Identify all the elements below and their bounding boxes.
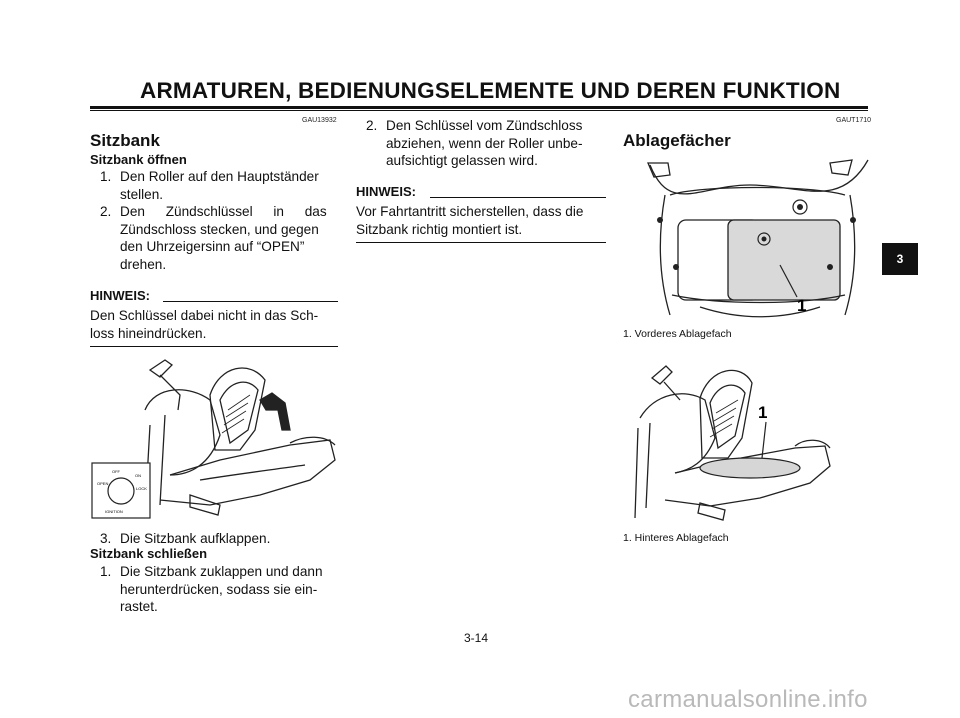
note-line-text: Vor Fahrtantritt sicherstellen, dass die: [356, 204, 584, 219]
step-number: 2.: [366, 118, 378, 133]
key-label-lock: LOCK: [136, 486, 147, 491]
callout-number-1: 1: [797, 296, 807, 315]
note-label: HINWEIS:: [90, 288, 150, 303]
step-number: 3.: [100, 531, 112, 546]
rear-storage-compartment: [700, 458, 800, 478]
section-code: GAU13932: [302, 117, 337, 124]
step-number: 2.: [100, 204, 112, 219]
step-line: den Uhrzeigersinn auf “OPEN”: [120, 239, 305, 254]
step-line: herunterdrücken, sodass sie ein-: [120, 581, 318, 597]
mirror-shape: [150, 360, 172, 377]
chapter-tab: 3: [882, 243, 918, 275]
header-rule: [90, 106, 868, 109]
chapter-title: ARMATUREN, BEDIENUNGSELEMENTE UND DEREN FUNKTION: [140, 78, 841, 103]
step-line: drehen.: [120, 256, 167, 272]
step-line: stellen.: [120, 186, 164, 202]
rear-storage-caption: 1. Hinteres Ablagefach: [623, 532, 729, 544]
note-end-rule: [90, 346, 338, 347]
subheading-open: Sitzbank öffnen: [90, 152, 187, 167]
step-line: Den Roller auf den Hauptständer: [120, 169, 319, 184]
note-line-text: Den Schlüssel dabei nicht in das Sch-: [90, 308, 319, 323]
note-label-2: HINWEIS:: [356, 184, 416, 199]
section-title-ablagefaecher: Ablagefächer: [623, 131, 731, 150]
watermark: carmanualsonline.info: [628, 686, 868, 713]
page-number: 3-14: [464, 631, 489, 645]
section-title-sitzbank: Sitzbank: [90, 131, 160, 150]
subheading-close: Sitzbank schließen: [90, 546, 208, 561]
front-storage-compartment: [728, 220, 840, 300]
step-line: Zündschloss stecken, und gegen: [120, 221, 319, 237]
step-line: aufsichtigt gelassen wird.: [386, 153, 538, 168]
ignition-switch-inset: [92, 463, 150, 518]
note-text-2: [356, 203, 611, 238]
header-rule-thin: [90, 110, 868, 111]
key-label-off: OFF: [112, 469, 120, 474]
step-line: Die Sitzbank zuklappen und dann: [120, 564, 323, 579]
note-line-text: Sitzbank richtig montiert ist.: [356, 221, 523, 237]
note-text: [90, 307, 340, 342]
note-rule-2: [430, 197, 606, 198]
arrow-icon: [260, 393, 290, 430]
step-line: rastet.: [120, 599, 158, 614]
rear-storage-illustration: [630, 358, 850, 528]
note-end-rule-2: [356, 242, 606, 243]
front-storage-illustration: [640, 155, 875, 325]
step-line: Die Sitzbank aufklappen.: [120, 531, 271, 546]
note-line-text: loss hineindrücken.: [90, 325, 207, 341]
key-label-open: OPEN: [97, 481, 109, 486]
step-line: Den Schlüssel vom Zündschloss: [386, 118, 583, 133]
note-rule: [163, 301, 338, 302]
seat-opening-illustration: [90, 355, 340, 525]
step-line: abziehen, wenn der Roller unbe-: [386, 135, 583, 151]
callout-number-1: 1: [758, 403, 768, 422]
step-number: 1.: [100, 169, 112, 184]
step-line: Den Zündschlüssel in das: [120, 204, 327, 219]
section-code-2: GAUT1710: [836, 117, 872, 124]
front-storage-caption: 1. Vorderes Ablagefach: [623, 328, 732, 340]
step-number: 1.: [100, 564, 112, 579]
handlebar: [650, 160, 868, 194]
callout-leader: [762, 422, 766, 458]
key-label-ignition: IGNITION: [105, 509, 123, 514]
key-label-on: ON: [135, 473, 141, 478]
